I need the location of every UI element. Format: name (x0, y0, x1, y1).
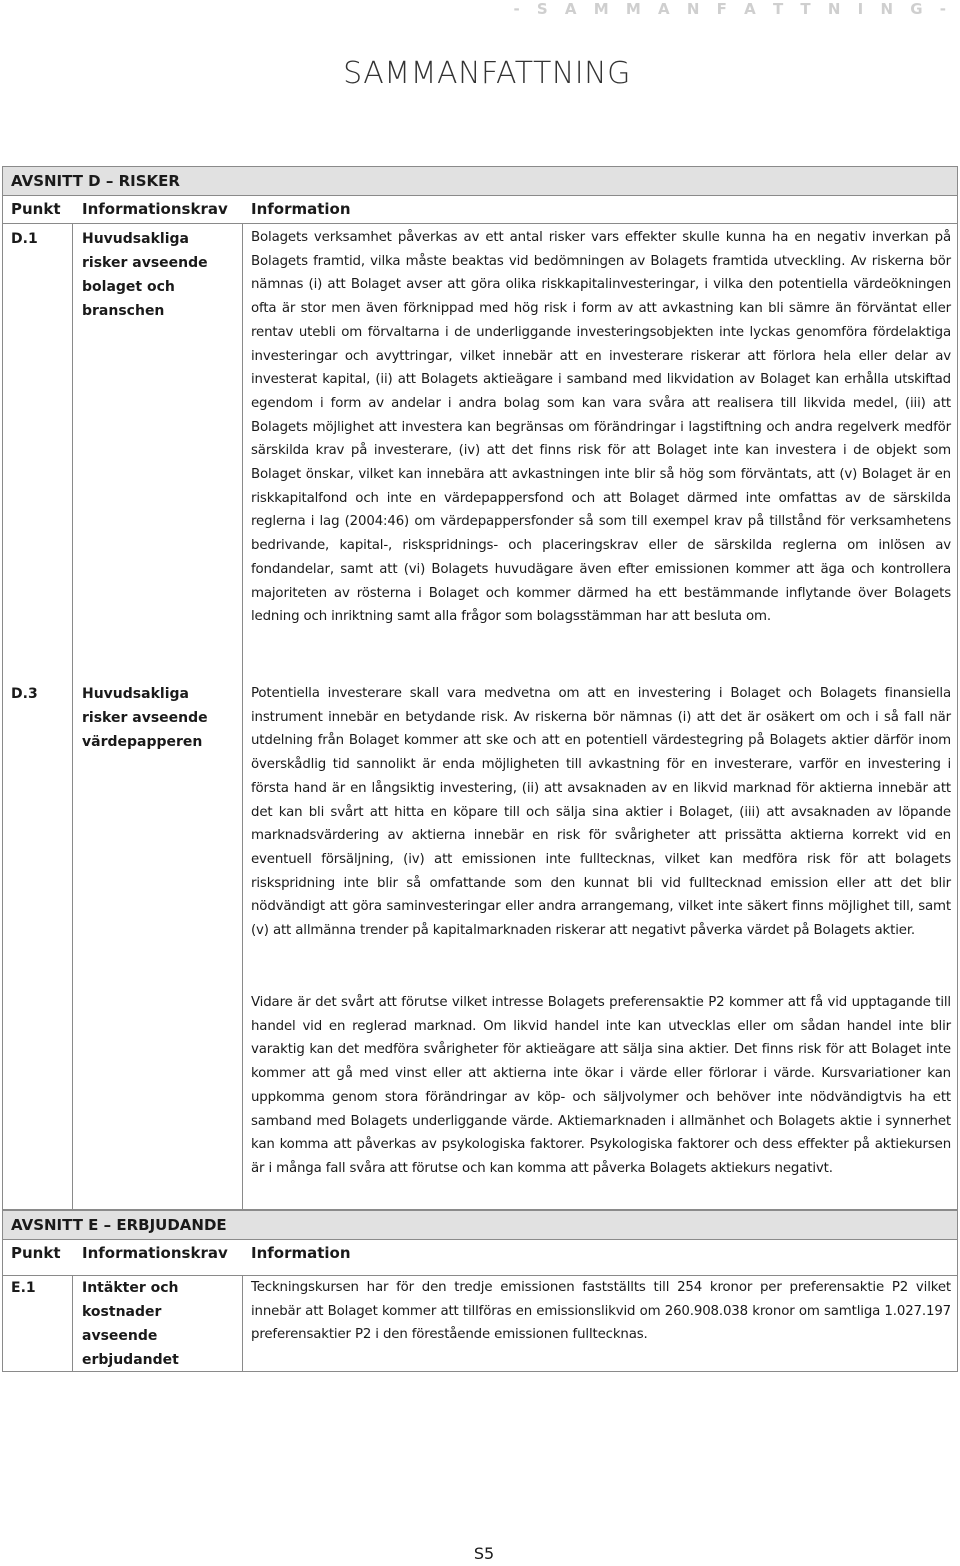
column-header-punkt: Punkt (11, 200, 61, 218)
column-header-punkt: Punkt (11, 1244, 61, 1262)
table-row-d1 (3, 224, 957, 680)
section-d-body (3, 224, 957, 1209)
row-krav: Intäkter och kostnader avseende erbjudandet (82, 1280, 179, 1368)
table-row-d3 (3, 682, 957, 1210)
section-e-table (2, 1210, 958, 1372)
row-punkt: D.3 (11, 686, 38, 702)
page-number: S5 (473, 1544, 495, 1563)
row-info: Teckningskursen har för den tredje emissionen fastställts till 254 kronor per preferensaktie P2 vilket innebär att Bolaget kommer att tillföras en emissionslikvid om 260.908.038 kronor om samtliga 1.027.197 preferensaktier P2 i den förestående emissionen fulltecknas. (251, 1280, 951, 1343)
section-d-table (2, 166, 958, 1210)
column-header-row (3, 1239, 957, 1267)
column-header-info: Information (251, 1244, 351, 1262)
row-punkt: E.1 (11, 1280, 36, 1296)
running-header: - S A M M A N F A T T N I N G - (513, 0, 952, 18)
page-title: SAMMANFATTNING (343, 56, 631, 91)
row-krav: Huvudsakliga risker avseende värdepapperen (82, 686, 208, 750)
column-header-krav: Informationskrav (82, 200, 228, 218)
row-info: Bolagets verksamhet påverkas av ett antal risker vars effekter skulle kunna ha en negativ inverkan på Bolagets framtid, vilka måste beaktas vid bedömningen av Bolagets framtida utveckling. Av riskerna bör nämnas (i) att Bolaget avser att göra olika riskkapitalinvesteringar, i vilka den potentiella värdeökningen ofta är stor men även förknippad med hög risk i form av att avkastning kan bli sämre än förväntat eller rentav utebli om förvaltarna i de underliggande investeringsobjekten inte lyckas genomföra fördelaktiga investeringar och avyttringar, vilket innebär att en investerare riskerar att förlora hela eller delar av investerat kapital, (ii) att Bolagets aktieägare i samband med likvidation av Bolaget kan erhålla utskiftad egendom i form av andelar i andra bolag som kan vara svåra att realisera till likvida medel, (iii) att Bolagets möjlighet att investera kan begränsas om förändringar i lagstiftning och andra regelverk medför särskilda krav på investerare, (iv) att det finns risk för att Bolaget inte kan investera i de objekt som Bolaget önskar, vilket kan innebära att avkastningen inte blir så hög som förväntats, att (v) Bolaget är en riskkapitalfond och inte en värdepappersfond och att Bolaget därmed inte omfattas av de särskilda reglerna i lag (2004:46) om värdepappersfonder så som till exempel krav på tillstånd för verksamhetens bedrivande, kapital-, riskspridnings- och placeringskrav eller de särskilda reglerna om inlösen av fondandelar, samt att (vi) Bolagets huvudägare även efter emissionen kommer att äga och kontrollera majoriteten av rösterna i Bolaget och kommer därmed ha ett bestämmande inflytande över Bolagets ledning och inriktning samt alla frågor som bolagsstämman har att besluta om. (251, 230, 951, 625)
row-krav: Huvudsakliga risker avseende bolaget och branschen (82, 231, 208, 319)
section-d-heading: AVSNITT D – RISKER (3, 167, 957, 195)
row-info: Potentiella investerare skall vara medvetna om att en investering i Bolaget och Bolagets finansiella instrument innebär en betydande risk. Av riskerna bör nämnas (i) att det är osäkert om och i så fall när utdelning från Bolaget kommer att ske och att en potentiell värdestegring på Bolagets aktier därför inom överskådlig tid sannolikt är enda möjligheten till avkastning för en investerare, varför en investering i första hand är en långsiktig investering, (ii) att avsaknaden av en likvid marknad för aktierna innebär att det kan bli svårt att hitta en köpare till och sälja sina aktier i Bolaget, (iii) att avsaknaden av löpande marknadsvärdering av aktierna innebär en risk för svårigheter att prissätta aktierna korrekt vid en eventuell försäljning, (iv) att emissionen inte fulltecknas, vilket kan medföra risk för att bolagets riskspridning inte blir så omfattande som den kunnat bli vid fulltecknad emission eller att det blir nödvändigt att göra saminvesteringar eller andra arrangemang, vilket inte säkert finns möjlighet till, samt (v) att allmänna trender på kapitalmarknaden riskerar att negativt påverka värdet på Bolagets aktier. (251, 686, 951, 939)
row-punkt: D.1 (11, 231, 38, 247)
column-header-info: Information (251, 200, 351, 218)
section-e-heading: AVSNITT E – ERBJUDANDE (3, 1211, 957, 1239)
column-header-krav: Informationskrav (82, 1244, 228, 1262)
column-header-row (3, 195, 957, 223)
table-row-e1 (3, 1276, 957, 1372)
section-e-body (3, 1276, 957, 1371)
row-info-continued: Vidare är det svårt att förutse vilket intresse Bolagets preferensaktie P2 kommer att få vid upptagande till handel vid en reglerad marknad. Om likvid handel inte kan utvecklas eller om sådan handel inte blir varaktig kan det medföra svårigheter för aktieägare att sälja sina aktier. Det finns risk för att Bolaget inte kommer att gå med vinst eller att aktierna inte ökar i värde eller förlorar i värde. Kursvariationer kan uppkomma genom stora förändringar av köp- och säljvolymer och behöver inte nödvändigtvis ha ett samband med Bolagets underliggande värde. Aktiemarknaden i allmänhet och Bolagets aktie i synnerhet kan komma att påverkas av psykologiska faktorer. Psykologiska faktorer och dess effekter på aktiekursen är i många fall svåra att förutse och kan komma att påverka Bolagets aktiekurs negativt. (251, 995, 951, 1176)
